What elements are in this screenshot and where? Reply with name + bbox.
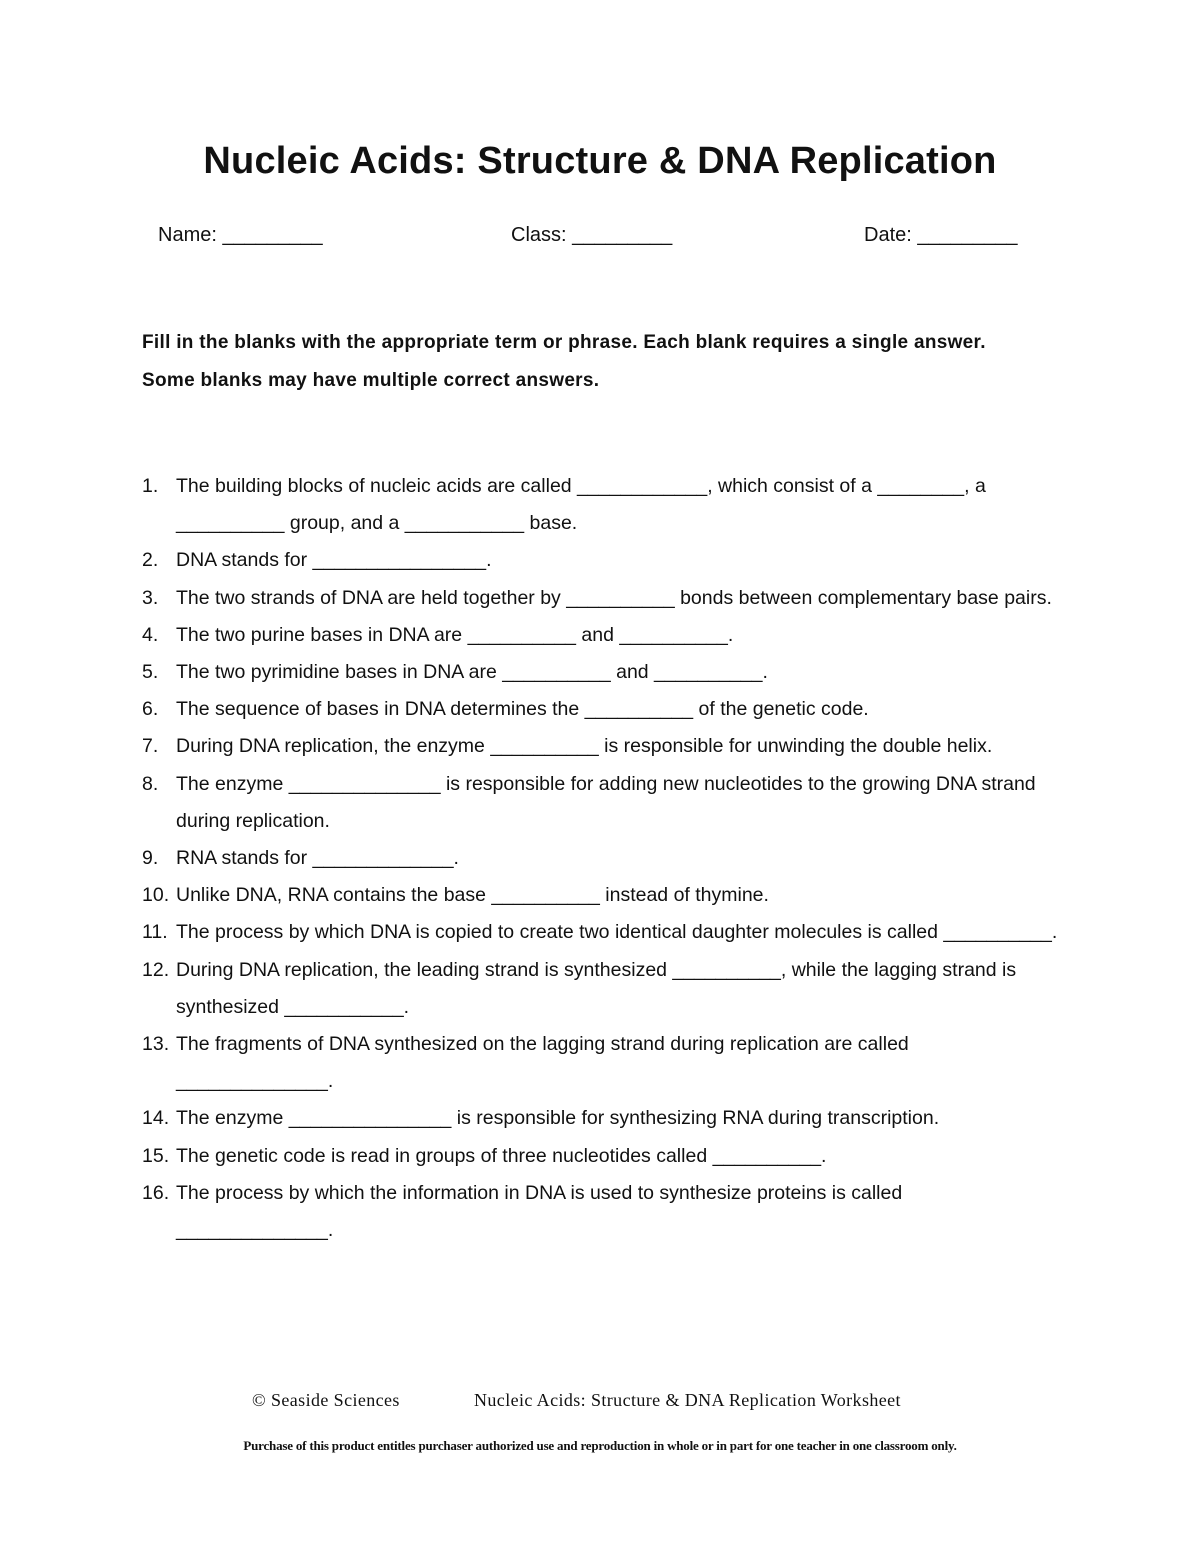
question-number: 7. — [142, 735, 159, 758]
license-notice: Purchase of this product entitles purchaser authorized use and reproduction in whole or in part for one teacher in one classroom only. — [243, 1438, 957, 1453]
question-item — [142, 1138, 1062, 1175]
question-number: 16. — [142, 1181, 170, 1204]
question-item — [142, 766, 1062, 840]
footer-copyright: © Seaside Sciences — [252, 1390, 400, 1410]
question-text: The genetic code is read in groups of three nucleotides called __________. — [176, 1144, 827, 1167]
question-list — [142, 468, 1062, 1249]
question-number: 3. — [142, 586, 159, 609]
question-number: 14. — [142, 1107, 170, 1130]
question-item — [142, 952, 1062, 1026]
question-item — [142, 1100, 1062, 1137]
question-text: The sequence of bases in DNA determines the __________ of the genetic code. — [176, 698, 869, 721]
question-text: DNA stands for ________________. — [176, 549, 492, 572]
question-text: The two strands of DNA are held together by __________ bonds between complementary base pairs. — [176, 586, 1052, 609]
question-text: The two pyrimidine bases in DNA are __________ and __________. — [176, 661, 768, 684]
question-text: The two purine bases in DNA are __________ and __________. — [176, 623, 734, 646]
question-item — [142, 1026, 1062, 1100]
footer — [0, 1390, 1200, 1416]
question-number: 15. — [142, 1144, 170, 1167]
name-field: Name: _________ — [158, 224, 323, 246]
question-text: During DNA replication, the enzyme __________ is responsible for unwinding the double helix. — [176, 735, 993, 758]
question-item — [142, 728, 1062, 765]
question-text: The fragments of DNA synthesized on the lagging strand during replication are called ______________. — [176, 1033, 909, 1093]
page-title: Nucleic Acids: Structure & DNA Replication — [203, 140, 997, 182]
question-item — [142, 468, 1062, 542]
question-number: 2. — [142, 549, 159, 572]
question-text: The process by which DNA is copied to create two identical daughter molecules is called __________. — [176, 921, 1058, 944]
question-item — [142, 840, 1062, 877]
footer-worksheet-title: Nucleic Acids: Structure & DNA Replication Worksheet — [474, 1390, 901, 1410]
question-number: 11. — [142, 921, 168, 944]
date-field: Date: _________ — [864, 224, 1018, 246]
question-text: RNA stands for _____________. — [176, 847, 459, 870]
question-item — [142, 914, 1062, 951]
question-number: 5. — [142, 661, 159, 684]
question-text: During DNA replication, the leading strand is synthesized __________, while the lagging strand is synthesized ___________. — [176, 958, 1017, 1018]
question-text: Unlike DNA, RNA contains the base __________ instead of thymine. — [176, 884, 769, 907]
question-text: The building blocks of nucleic acids are called ____________, which consist of a ________, a __________ group, and a ___________ base. — [176, 475, 986, 535]
question-item — [142, 542, 1062, 579]
question-item — [142, 617, 1062, 654]
question-number: 10. — [142, 884, 170, 907]
question-item — [142, 580, 1062, 617]
question-number: 13. — [142, 1033, 170, 1056]
question-text: The process by which the information in DNA is used to synthesize proteins is called ______________. — [176, 1181, 903, 1242]
question-number: 6. — [142, 698, 159, 721]
question-number: 4. — [142, 623, 159, 646]
question-text: The enzyme ______________ is responsible for adding new nucleotides to the growing DNA strand during replication. — [176, 772, 1036, 832]
class-field: Class: _________ — [511, 224, 673, 246]
question-item — [142, 1175, 1062, 1249]
question-number: 9. — [142, 847, 159, 870]
question-number: 1. — [142, 475, 159, 497]
question-item — [142, 654, 1062, 691]
question-number: 12. — [142, 958, 170, 981]
question-item — [142, 691, 1062, 728]
instructions: Fill in the blanks with the appropriate term or phrase. Each blank requires a single answer. Some blanks may have multiple correct answers. — [142, 332, 986, 391]
student-info-fields — [0, 224, 1200, 254]
question-number: 8. — [142, 772, 159, 795]
question-item — [142, 877, 1062, 914]
question-text: The enzyme _______________ is responsible for synthesizing RNA during transcription. — [176, 1107, 940, 1130]
